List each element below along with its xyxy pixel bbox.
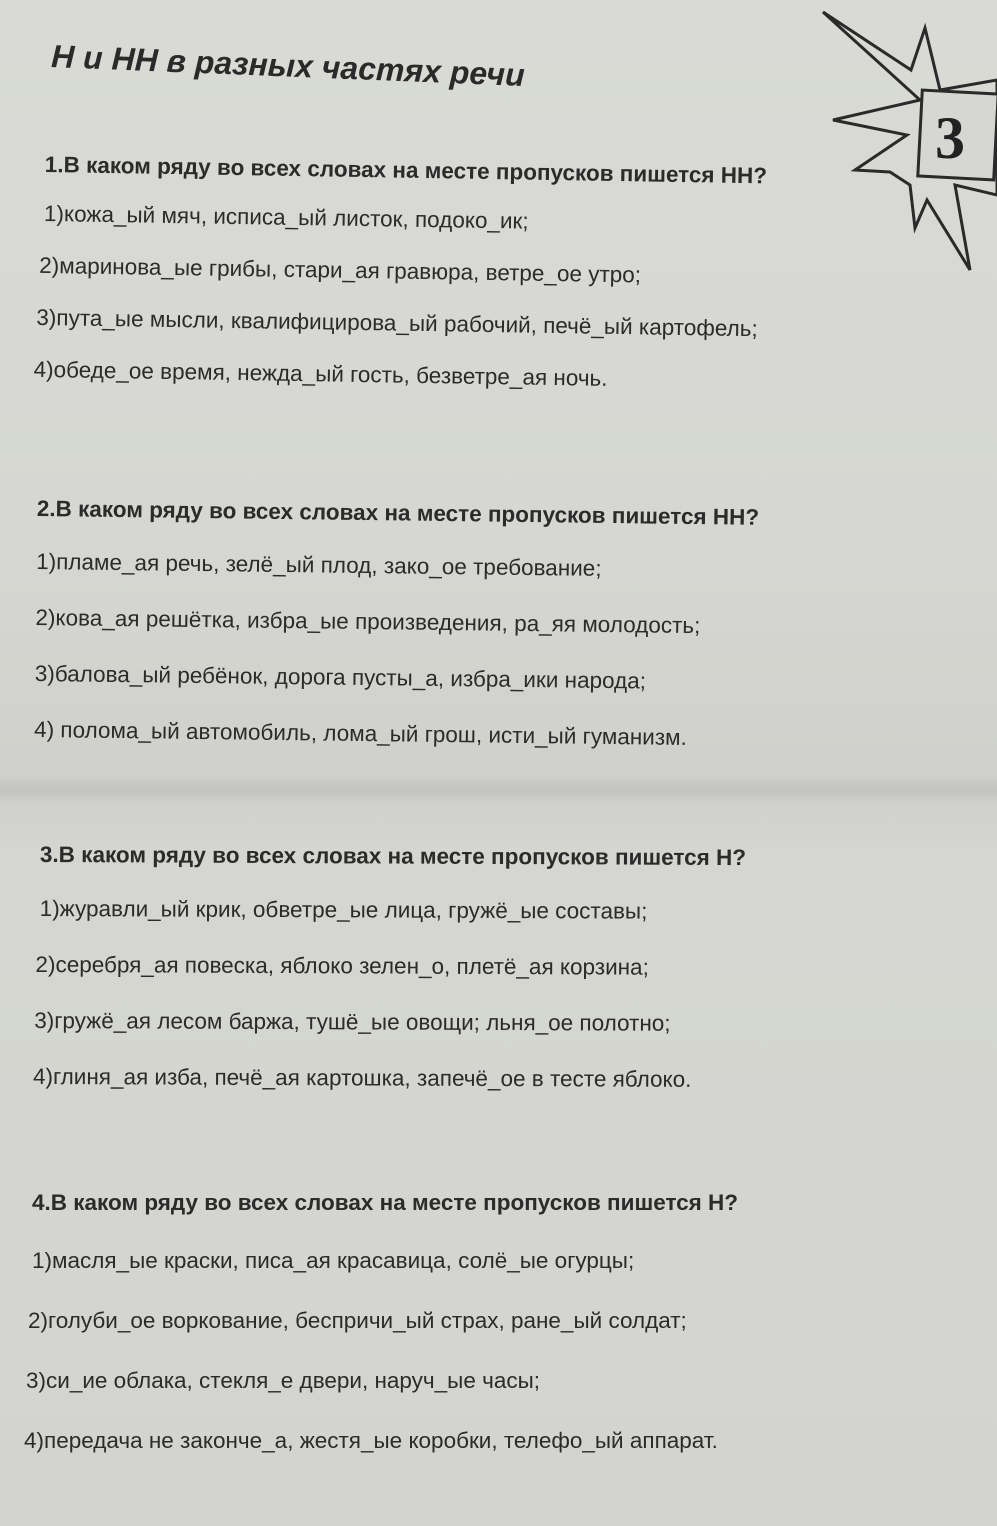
answer-option: 1)журавли_ый крик, обветре_ые лица, гружё_ые составы;: [39, 895, 648, 924]
answer-option: 4)обеде_ое время, нежда_ый гость, безветре_ая ночь.: [33, 356, 608, 391]
page-title: Н и НН в разных частях речи: [50, 38, 526, 93]
answer-option: 1)масля_ые краски, писа_ая красавица, солё_ые огурцы;: [32, 1248, 635, 1273]
variant-number: 3: [935, 105, 965, 171]
answer-option: 3)пута_ые мысли, квалифицирова_ый рабочий, печё_ый картофель;: [36, 304, 758, 342]
answer-option: 3)си_ие облака, стекля_е двери, наруч_ые часы;: [26, 1368, 541, 1393]
question-text: 4.В каком ряду во всех словах на месте пропусков пишется Н?: [32, 1190, 739, 1215]
answer-option: 1)пламе_ая речь, зелё_ый плод, зако_ое требование;: [36, 548, 602, 581]
answer-option: 2)голуби_ое воркование, беспричи_ый страх, ране_ый солдат;: [28, 1308, 687, 1333]
question-text: 1.В каком ряду во всех словах на месте пропусков пишется НН?: [44, 152, 768, 189]
answer-option: 2)маринова_ые грибы, стари_ая гравюра, ветре_ое утро;: [39, 252, 642, 288]
answer-option: 1)кожа_ый мяч, исписа_ый листок, подоко_ик;: [43, 200, 529, 234]
answer-option: 2)кова_ая решётка, избра_ые произведения, ра_яя молодость;: [35, 604, 701, 639]
answer-option: 4) полома_ый автомобиль, лома_ый грош, исти_ый гуманизм.: [33, 716, 688, 750]
question-1: [33, 152, 768, 394]
question-2: [34, 496, 759, 752]
star-burst-icon: [815, 0, 997, 280]
answer-option: 4)передача не законче_а, жестя_ые коробки, телефо_ый аппарат.: [24, 1428, 718, 1453]
answer-option: 3)гружё_ая лесом баржа, тушё_ые овощи; льня_ое полотно;: [34, 1007, 671, 1036]
paper-fold-shadow: [0, 775, 997, 805]
question-4: [24, 1190, 739, 1454]
answer-option: 3)балова_ый ребёнок, дорога пусты_а, избра_ики народа;: [34, 660, 647, 694]
question-text: 3.В каком ряду во всех словах на месте пропусков пишется Н?: [39, 842, 747, 871]
answer-option: 4)глиня_ая изба, печё_ая картошка, запечё_ое в тесте яблоко.: [32, 1063, 692, 1092]
question-text: 2.В каком ряду во всех словах на месте пропусков пишется НН?: [36, 496, 760, 530]
answer-option: 2)серебря_ая повеска, яблоко зелен_о, плетё_ая корзина;: [35, 951, 649, 980]
question-3: [32, 842, 747, 1093]
